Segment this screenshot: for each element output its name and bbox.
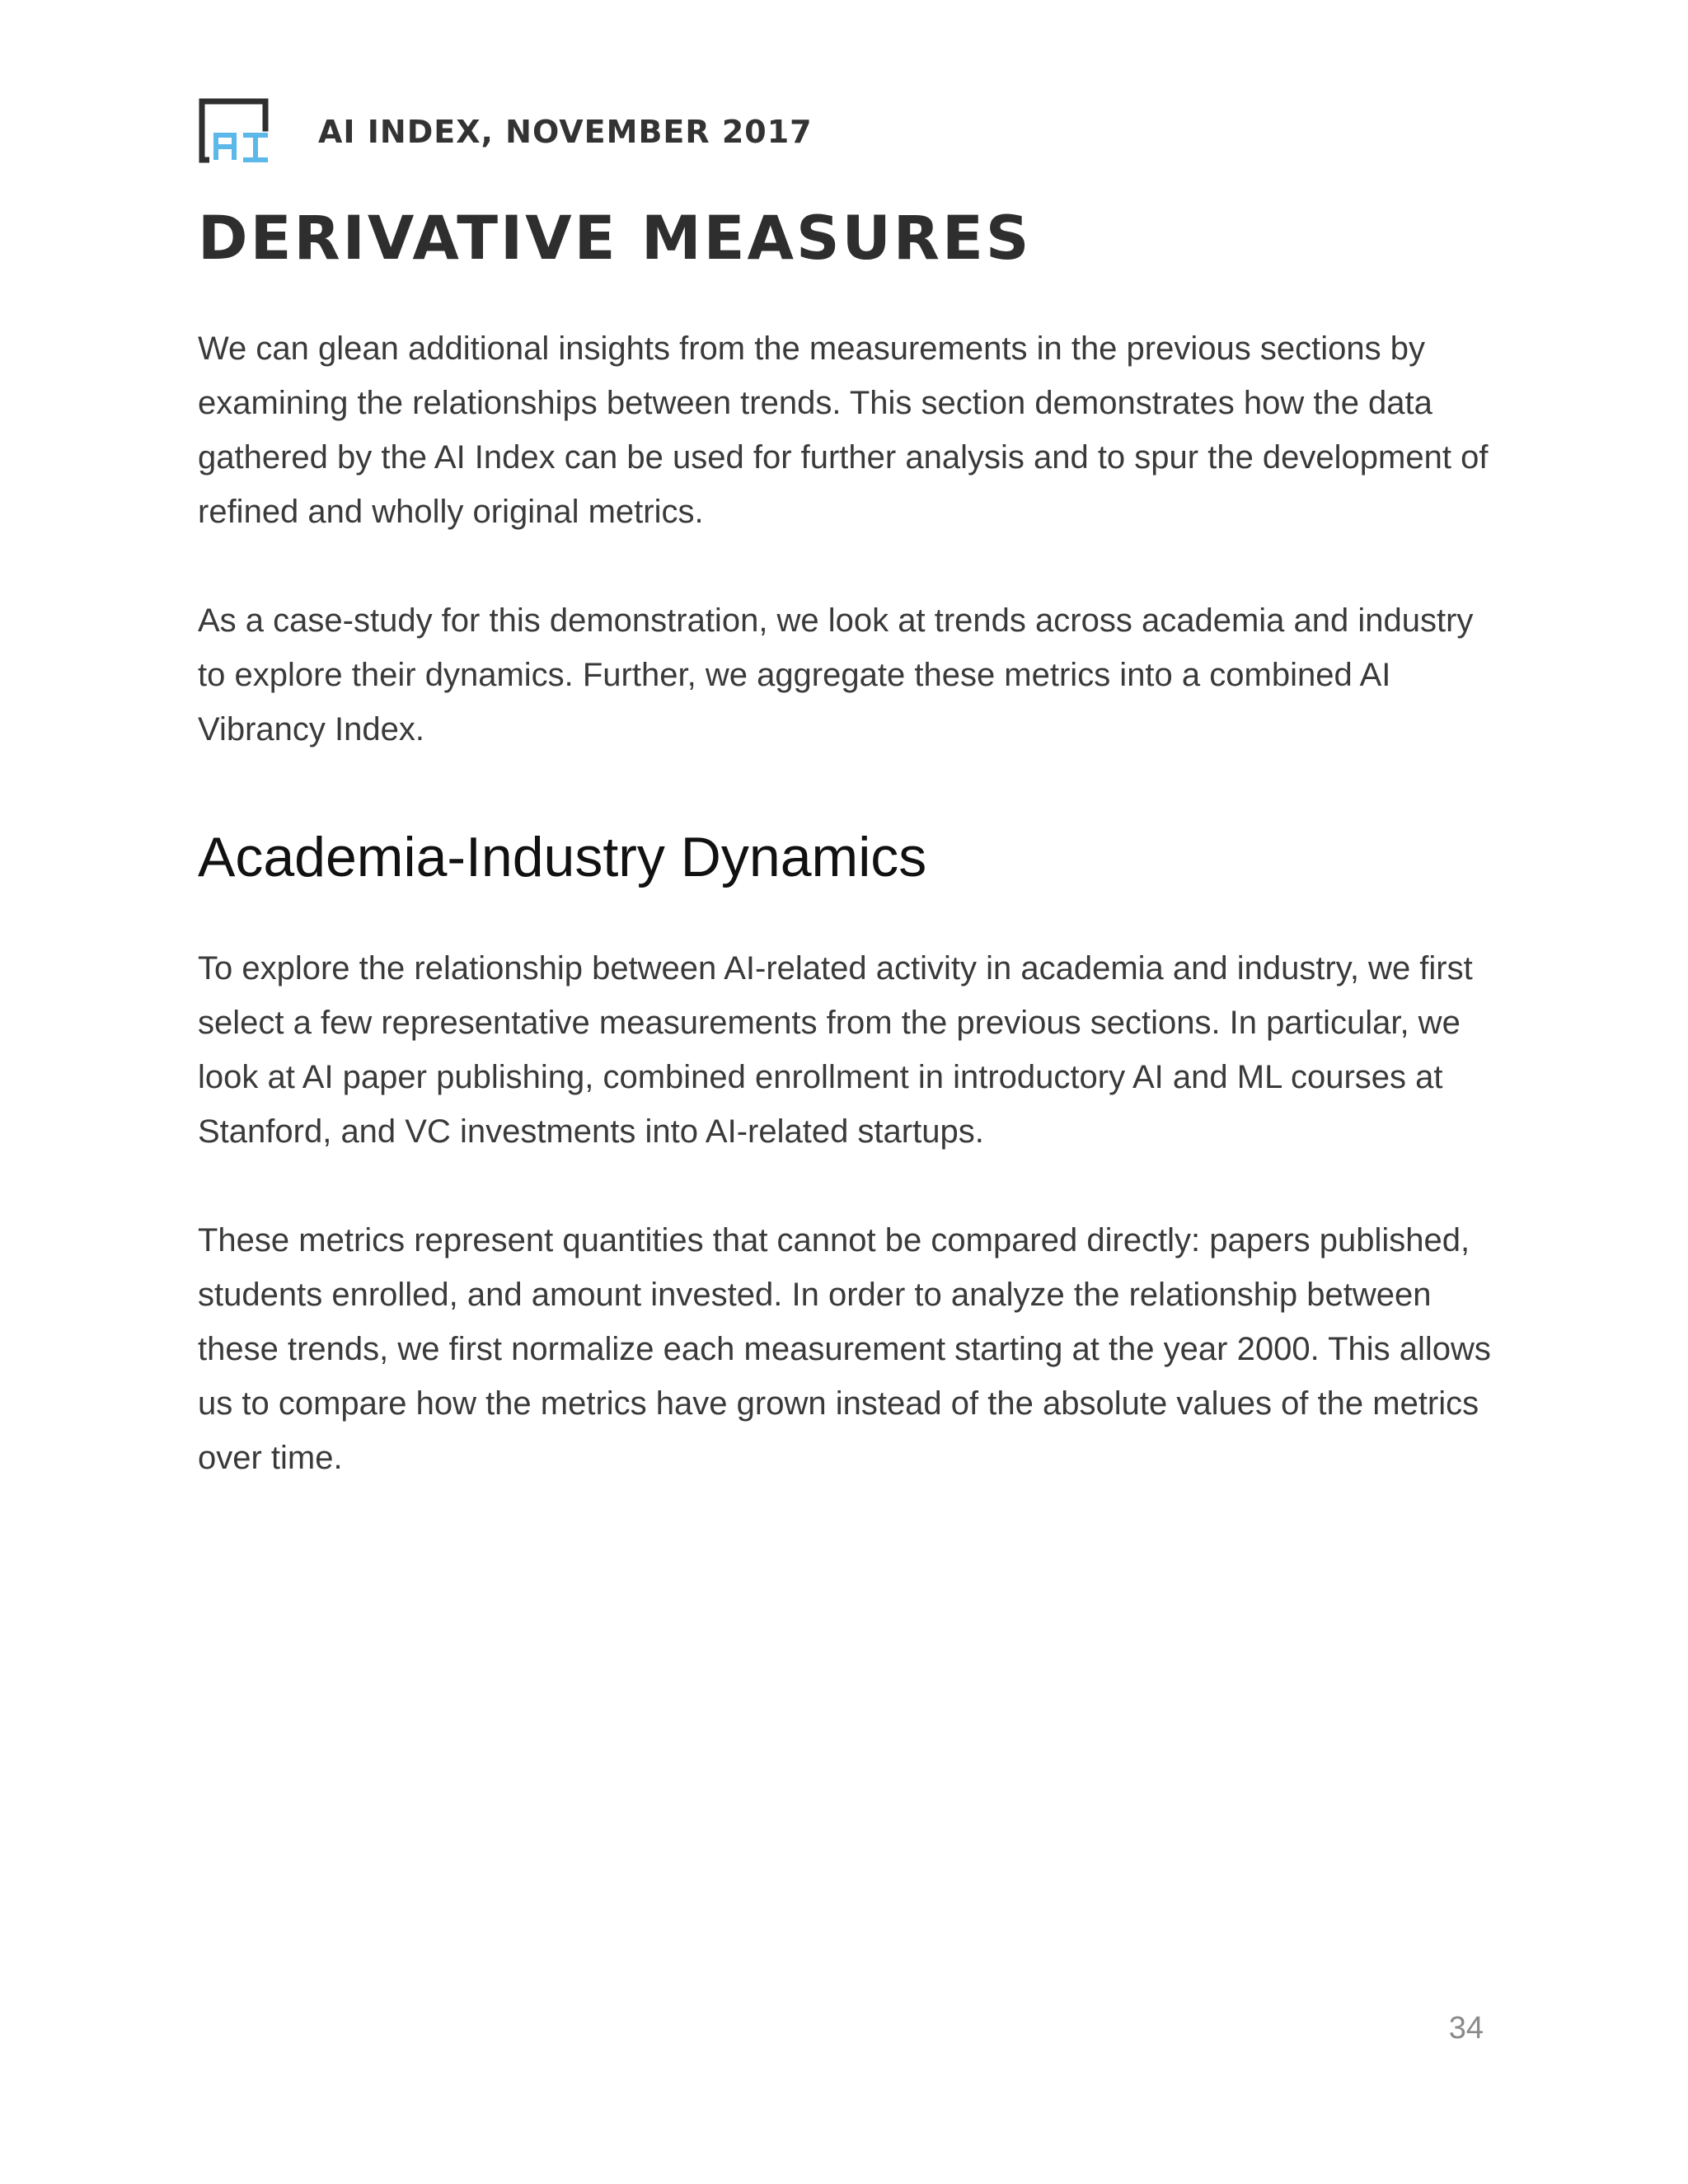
page-title: DERIVATIVE MEASURES bbox=[198, 204, 1032, 274]
intro-paragraph-2: As a case-study for this demonstration, we look at trends across academia and industry to explore their dynamics. Further, we aggregate these metrics into a combined AI Vibrancy Index. bbox=[198, 602, 1474, 748]
intro-paragraph-1: We can glean additional insights from the measurements in the previous sections by examining the relationships between trends. This section demonstrates how the data gathered by the AI Index can be used for further analysis and to spur the development of refined and wholly original metrics. bbox=[198, 330, 1489, 530]
page-number: 34 bbox=[1448, 2011, 1484, 2046]
report-title: AI INDEX, NOVEMBER 2017 bbox=[318, 114, 813, 150]
section-paragraph-1: To explore the relationship between AI-related activity in academia and industry, we first select a few representative measurements from the previous sections. In particular, we look at AI paper publishing, combined enrollment in introductory AI and ML courses at Stanford, and VC investments into AI-related startups. bbox=[198, 950, 1473, 1150]
ai-index-logo bbox=[198, 97, 272, 163]
page-header bbox=[198, 97, 813, 163]
section-paragraph-2: These metrics represent quantities that cannot be compared directly: papers published, students enrolled, and amount invested. In order to analyze the relationship between these trends, we first normalize each measurement starting at the year 2000. This allows us to compare how the metrics have grown instead of the absolute values of the metrics over time. bbox=[198, 1222, 1491, 1476]
section-title: Academia-Industry Dynamics bbox=[198, 826, 927, 888]
